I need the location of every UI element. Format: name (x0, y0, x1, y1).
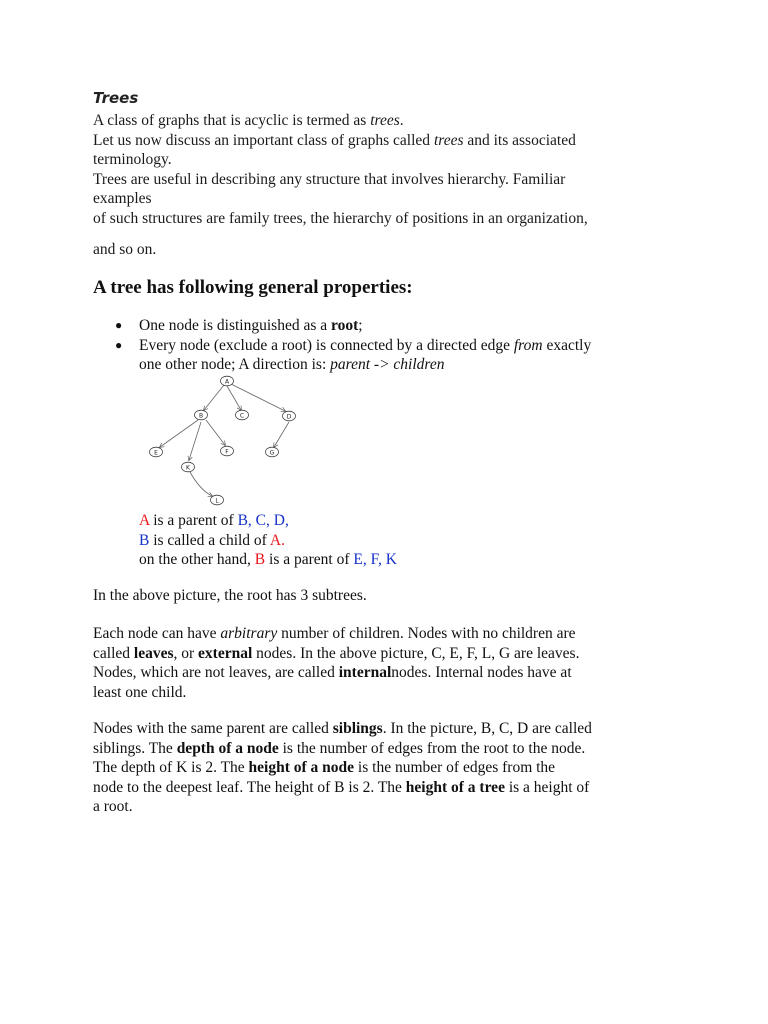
text: node to the deepest leaf. The height of B is 2. The (93, 778, 406, 796)
node-label: B (198, 412, 204, 420)
text: nodes. In the above picture, C, E, F, L, G are leaves. (252, 644, 580, 662)
tree-node-f (221, 446, 234, 456)
node-label: B (254, 551, 266, 568)
node-label: B (139, 531, 150, 549)
bold-text: siblings (332, 720, 383, 737)
properties-heading: A tree has following general properties: (93, 277, 413, 298)
text: one other node; A direction is: (139, 356, 331, 373)
list-item (93, 316, 713, 336)
node-label: K (186, 464, 190, 472)
emphasis: from (513, 336, 543, 354)
relation-line (139, 531, 397, 551)
text: siblings. The (93, 739, 177, 757)
tree-node-a (221, 376, 234, 386)
edge-b-e (160, 420, 198, 447)
paragraph-line (93, 719, 693, 739)
text: nodes. Internal nodes have at (391, 664, 572, 681)
edge-b-f (206, 420, 225, 445)
text: One node is distinguished as a (139, 317, 332, 334)
text: Let us now discuss an important class of graphs called (93, 131, 434, 149)
node-label: A (224, 378, 230, 386)
text: . In the picture, B, C, D are called (382, 720, 592, 737)
intro-line: of such structures are family trees, the hierarchy of positions in an organization, (93, 209, 588, 227)
text: is called a child of (149, 531, 270, 549)
node-label: A. (269, 531, 285, 549)
paragraph-line (93, 758, 693, 778)
bold-text: height of a tree (405, 778, 505, 796)
text: Nodes with the same parent are called (93, 720, 333, 737)
bold-text: height of a node (248, 759, 355, 776)
edge-a-b (204, 385, 224, 410)
paragraph-line (93, 663, 693, 683)
text: is the number of edges from the (354, 759, 556, 776)
emphasis: parent -> children (330, 356, 445, 373)
emphasis: arbitrary (220, 625, 278, 642)
emphasis: trees (433, 131, 464, 149)
text: is a height of (504, 778, 590, 796)
edge-k-l (190, 472, 212, 496)
paragraph-line: least one child. (93, 683, 187, 701)
text: Nodes, which are not leaves, are called (93, 664, 339, 681)
node-label: D (286, 413, 292, 421)
intro-paragraph (93, 111, 693, 260)
tree-node-k (182, 462, 195, 472)
text: Every node (exclude a root) is connected by a directed edge (139, 336, 514, 354)
bold-text: internal (338, 664, 392, 681)
properties-list (93, 316, 713, 375)
bullet-icon: ● (115, 318, 123, 332)
relation-line (139, 550, 397, 570)
siblings-paragraph (93, 719, 693, 817)
relations-block (139, 511, 397, 570)
relation-line (139, 511, 397, 531)
emphasis: trees (370, 112, 400, 129)
node-label: E (154, 449, 158, 457)
node-label: A (139, 512, 150, 529)
tree-node-d (283, 411, 296, 421)
list-item (93, 336, 713, 375)
node-label: G (269, 449, 275, 457)
subtrees-paragraph: In the above picture, the root has 3 subtrees. (93, 587, 367, 604)
tree-node-l (211, 495, 224, 505)
node-label: B, C, D, (237, 512, 289, 529)
tree-node-e (150, 447, 163, 457)
intro-line (93, 111, 693, 131)
text: is a parent of (265, 551, 354, 568)
text: Each node can have (93, 625, 221, 642)
text: is a parent of (149, 512, 238, 529)
paragraph-line (93, 644, 693, 664)
leaves-paragraph (93, 624, 693, 702)
edge-d-g (274, 422, 289, 447)
node-label: C (239, 412, 245, 420)
paragraph-line: a root. (93, 798, 133, 815)
paragraph-line (93, 739, 693, 759)
intro-line: Trees are useful in describing any structure that involves hierarchy. Familiar (93, 170, 566, 188)
intro-line: terminology. (93, 151, 172, 168)
bold-text: depth of a node (176, 739, 279, 757)
edge-a-c (227, 386, 241, 410)
bold-text: root (331, 317, 359, 334)
section-title: Trees (93, 89, 139, 107)
text: The depth of K is 2. The (93, 759, 249, 776)
tree-diagram (138, 372, 313, 512)
bold-text: leaves (133, 644, 174, 662)
intro-line: examples (93, 190, 152, 207)
paragraph-line (93, 624, 693, 644)
text: is the number of edges from the root to the node. (278, 739, 586, 757)
node-label: F (225, 448, 229, 456)
edge-b-k (189, 422, 201, 460)
node-label: L (215, 497, 219, 505)
text: exactly (542, 336, 592, 354)
node-label: E, F, K (353, 551, 397, 568)
tree-node-b (195, 410, 208, 420)
text: on the other hand, (139, 551, 255, 568)
tree-node-c (236, 410, 249, 420)
text: , or (173, 644, 199, 662)
text: and its associated (463, 131, 576, 149)
text: number of children. Nodes with no children are (277, 625, 576, 642)
text: ; (358, 317, 363, 334)
bullet-icon: ● (115, 337, 123, 352)
text: . (399, 112, 404, 129)
intro-line: and so on. (93, 241, 157, 258)
tree-node-g (266, 447, 279, 457)
paragraph-line (93, 778, 693, 798)
bold-text: external (198, 644, 253, 662)
intro-line (93, 131, 693, 151)
text: called (93, 644, 134, 662)
text: A class of graphs that is acyclic is termed as (93, 112, 371, 129)
